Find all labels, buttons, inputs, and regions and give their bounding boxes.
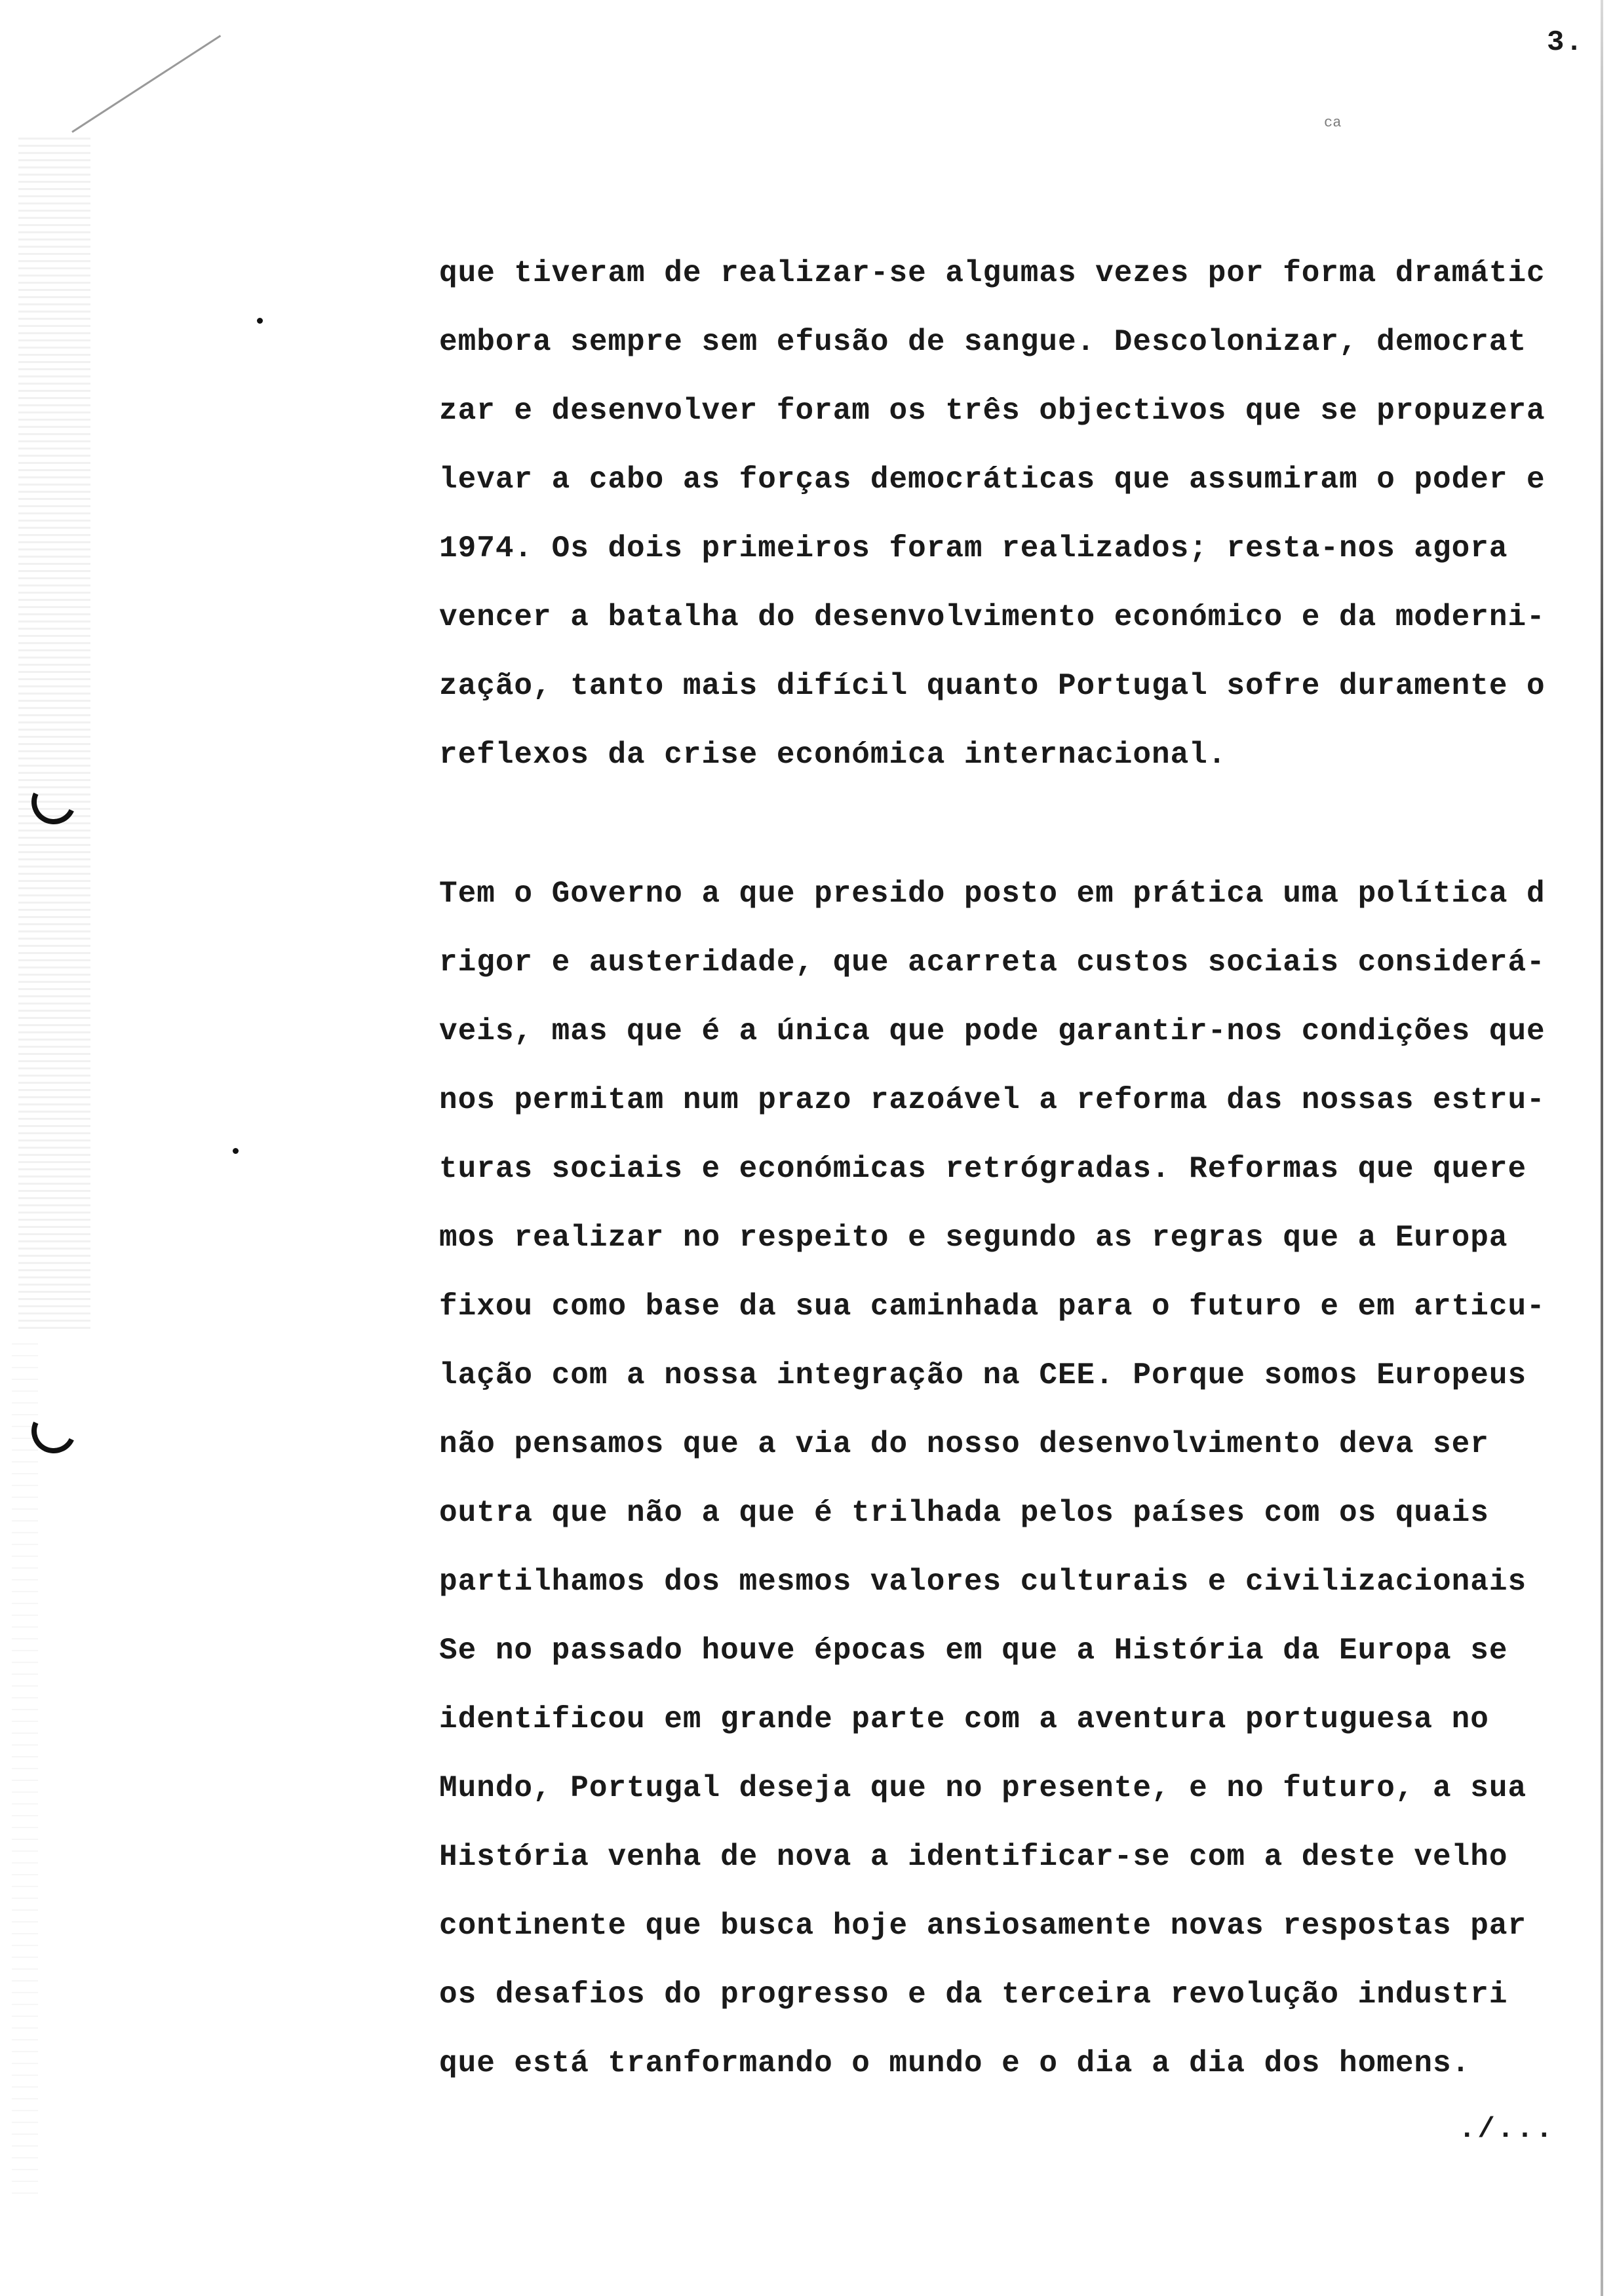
text-line: outra que não a que é trilhada pelos países com os quais (439, 1496, 1489, 1530)
text-line: partilhamos dos mesmos valores culturais e civilizacionais (439, 1565, 1527, 1599)
ink-speck (233, 1148, 239, 1154)
text-line: os desafios do progresso e da terceira revolução industri (439, 1978, 1508, 2012)
text-line: Mundo, Portugal deseja que no presente, e no futuro, a sua (439, 1771, 1527, 1805)
text-line: rigor e austeridade, que acarreta custos sociais considerá- (439, 946, 1546, 980)
text-line: não pensamos que a via do nosso desenvolvimento deva ser (439, 1427, 1489, 1461)
text-line: fixou como base da sua caminhada para o futuro e em articu- (439, 1290, 1546, 1324)
text-line: mos realizar no respeito e segundo as regras que a Europa (439, 1221, 1508, 1255)
text-line: veis, mas que é a única que pode garantir-nos condições que (439, 1014, 1546, 1048)
text-line: turas sociais e económicas retrógradas. Reformas que quere (439, 1152, 1527, 1186)
text-line: zação, tanto mais difícil quanto Portugal sofre duramente o (439, 669, 1546, 703)
text-line: lação com a nossa integração na CEE. Porque somos Europeus (439, 1358, 1527, 1392)
paragraph (439, 860, 1603, 2098)
continuation-mark: ./... (1458, 2113, 1555, 2146)
binding-shadow (18, 138, 90, 1330)
text-line: zar e desenvolver foram os três objectivos que se propuzera (439, 394, 1546, 428)
text-line: História venha de nova a identificar-se com a deste velho (439, 1840, 1508, 1874)
binding-shadow-lower (12, 1343, 38, 2195)
text-line: identificou em grande parte com a aventura portuguesa no (439, 1702, 1489, 1736)
body-text (439, 239, 1603, 2098)
scan-artifact-line (71, 35, 221, 133)
paragraph (439, 239, 1603, 790)
text-line: Tem o Governo a que presido posto em prática uma política d (439, 877, 1546, 911)
text-line: nos permitam num prazo razoável a reforma das nossas estru- (439, 1083, 1546, 1117)
ink-speck (257, 318, 263, 324)
text-line: embora sempre sem efusão de sangue. Descolonizar, democrat (439, 325, 1527, 359)
text-line: que está tranformando o mundo e o dia a dia dos homens. (439, 2046, 1471, 2080)
text-line: reflexos da crise económica internacional. (439, 738, 1227, 772)
text-line: 1974. Os dois primeiros foram realizados; resta-nos agora (439, 531, 1508, 565)
page-number: 3. (1547, 26, 1584, 59)
text-line: que tiveram de realizar-se algumas vezes por forma dramátic (439, 256, 1546, 290)
corner-mark: ca (1324, 115, 1342, 131)
text-line: Se no passado houve épocas em que a História da Europa se (439, 1634, 1508, 1668)
text-line: levar a cabo as forças democráticas que assumiram o poder e (439, 463, 1546, 497)
text-line: vencer a batalha do desenvolvimento económico e da moderni- (439, 600, 1546, 634)
text-line: continente que busca hoje ansiosamente novas respostas par (439, 1909, 1527, 1943)
